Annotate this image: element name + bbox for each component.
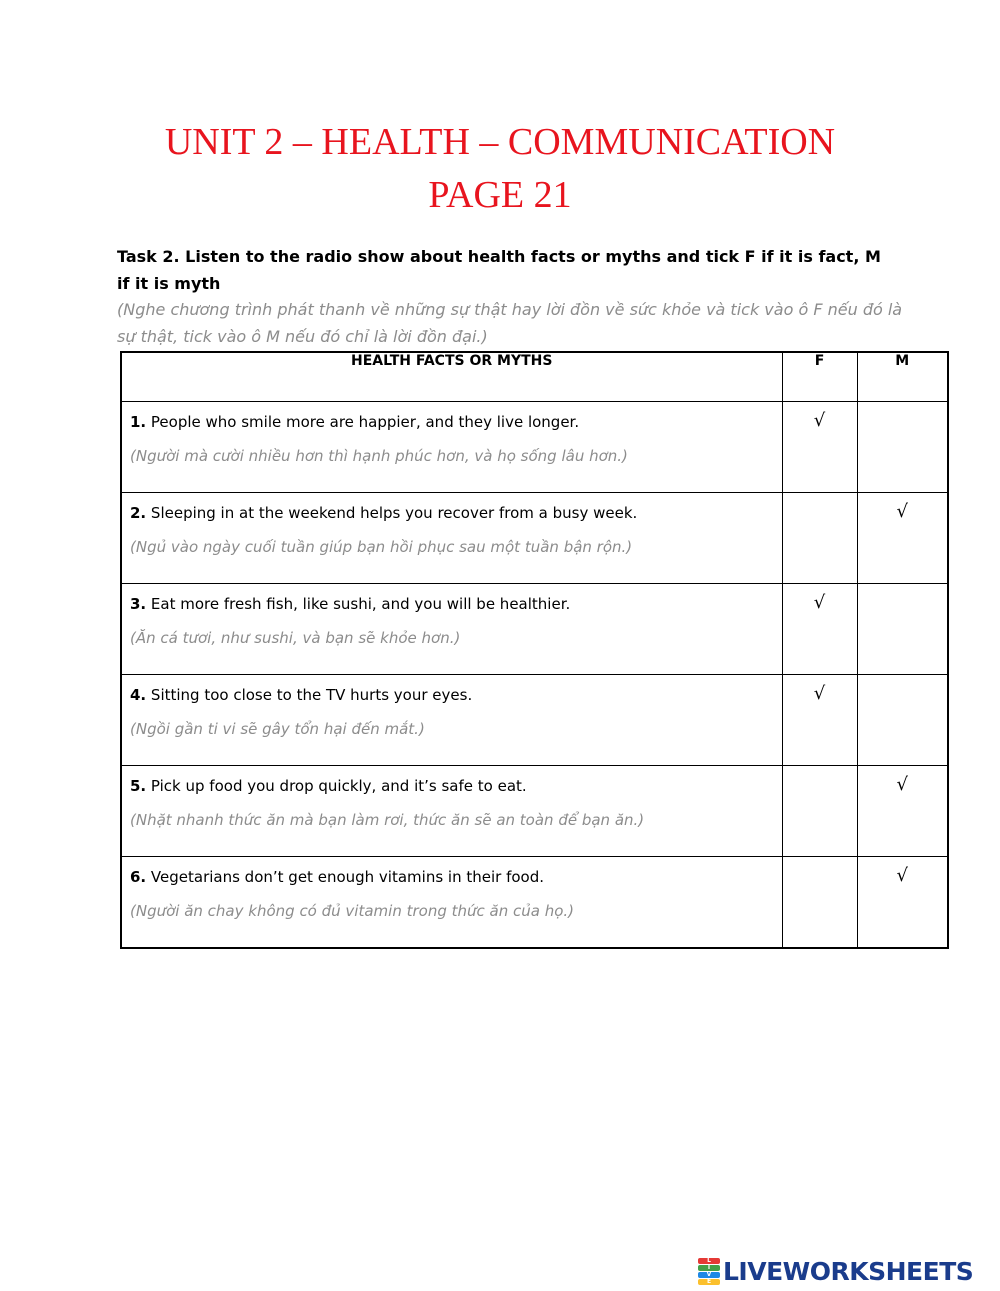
statement-text: Pick up food you drop quickly, and it’s safe to eat. xyxy=(150,777,527,795)
statement-line xyxy=(122,402,782,432)
page-title-line2: PAGE 21 xyxy=(428,174,572,216)
statement-cell xyxy=(121,857,782,949)
logo-text: LIVEWORKSHEETS xyxy=(723,1256,974,1286)
table-header-row xyxy=(121,352,948,402)
statement-line xyxy=(122,584,782,614)
table-row xyxy=(121,857,948,949)
logo-mark-letter: I xyxy=(698,1265,720,1271)
fact-tick-cell[interactable] xyxy=(782,493,857,584)
fact-tick-cell[interactable] xyxy=(782,857,857,949)
myth-tick-cell[interactable] xyxy=(857,584,948,675)
statement-number: 4. xyxy=(130,686,147,704)
table-row xyxy=(121,675,948,766)
statement-translation: (Ngồi gần ti vi sẽ gây tổn hại đến mắt.) xyxy=(130,720,425,738)
fact-tick-cell[interactable]: √ xyxy=(782,402,857,493)
statement-text: Vegetarians don’t get enough vitamins in their food. xyxy=(150,868,544,886)
statement-cell xyxy=(121,675,782,766)
header-m: M xyxy=(857,352,948,402)
statement-number: 5. xyxy=(130,777,147,795)
statement-text: People who smile more are happier, and they live longer. xyxy=(150,413,580,431)
statement-number: 6. xyxy=(130,868,147,886)
table-row xyxy=(121,493,948,584)
header-f: F xyxy=(782,352,857,402)
facts-table xyxy=(120,351,949,949)
fact-tick-cell[interactable]: √ xyxy=(782,584,857,675)
statement-cell xyxy=(121,493,782,584)
statement-cell xyxy=(121,584,782,675)
statement-text: Eat more fresh fish, like sushi, and you will be healthier. xyxy=(150,595,571,613)
myth-tick-cell[interactable] xyxy=(857,402,948,493)
task-instruction: Task 2. Listen to the radio show about health facts or myths and tick F if it is fact, M if it is myth xyxy=(117,247,881,293)
statement-translation: (Ăn cá tươi, như sushi, và bạn sẽ khỏe hơn.) xyxy=(130,629,461,647)
statement-translation: (Người ăn chay không có đủ vitamin trong thức ăn của họ.) xyxy=(130,902,575,920)
statement-text: Sleeping in at the weekend helps you recover from a busy week. xyxy=(150,504,638,522)
statement-translation: (Người mà cười nhiều hơn thì hạnh phúc hơn, và họ sống lâu hơn.) xyxy=(130,447,628,465)
statement-line xyxy=(122,766,782,796)
myth-tick-cell[interactable]: √ xyxy=(857,766,948,857)
header-statement: HEALTH FACTS OR MYTHS xyxy=(121,352,782,402)
logo-mark-letter: V xyxy=(698,1272,720,1278)
statement-number: 3. xyxy=(130,595,147,613)
statement-cell xyxy=(121,766,782,857)
table-row xyxy=(121,766,948,857)
task-translation: (Nghe chương trình phát thanh về những sự thật hay lời đồn về sức khỏe và tick vào ô F nếu đó là sự thật, tick vào ô M nếu đó chỉ là lời đồn đại.) xyxy=(117,300,903,346)
table-row xyxy=(121,402,948,493)
fact-tick-cell[interactable]: √ xyxy=(782,675,857,766)
logo-mark-letter: E xyxy=(698,1279,720,1285)
statement-line xyxy=(122,493,782,523)
fact-tick-cell[interactable] xyxy=(782,766,857,857)
statement-number: 2. xyxy=(130,504,147,522)
page-title-line1: UNIT 2 – HEALTH – COMMUNICATION xyxy=(164,121,836,163)
myth-tick-cell[interactable]: √ xyxy=(857,493,948,584)
statement-text: Sitting too close to the TV hurts your eyes. xyxy=(150,686,473,704)
statement-line xyxy=(122,857,782,887)
myth-tick-cell[interactable] xyxy=(857,675,948,766)
statement-cell xyxy=(121,402,782,493)
myth-tick-cell[interactable]: √ xyxy=(857,857,948,949)
table-row xyxy=(121,584,948,675)
statement-line xyxy=(122,675,782,705)
statement-number: 1. xyxy=(130,413,147,431)
logo-mark-letter: L xyxy=(698,1258,720,1264)
liveworksheets-logo xyxy=(698,1257,973,1285)
statement-translation: (Ngủ vào ngày cuối tuần giúp bạn hồi phục sau một tuần bận rộn.) xyxy=(130,538,633,556)
statement-translation: (Nhặt nhanh thức ăn mà bạn làm rơi, thức ăn sẽ an toàn để bạn ăn.) xyxy=(130,811,645,829)
live-mark-icon xyxy=(698,1258,720,1284)
